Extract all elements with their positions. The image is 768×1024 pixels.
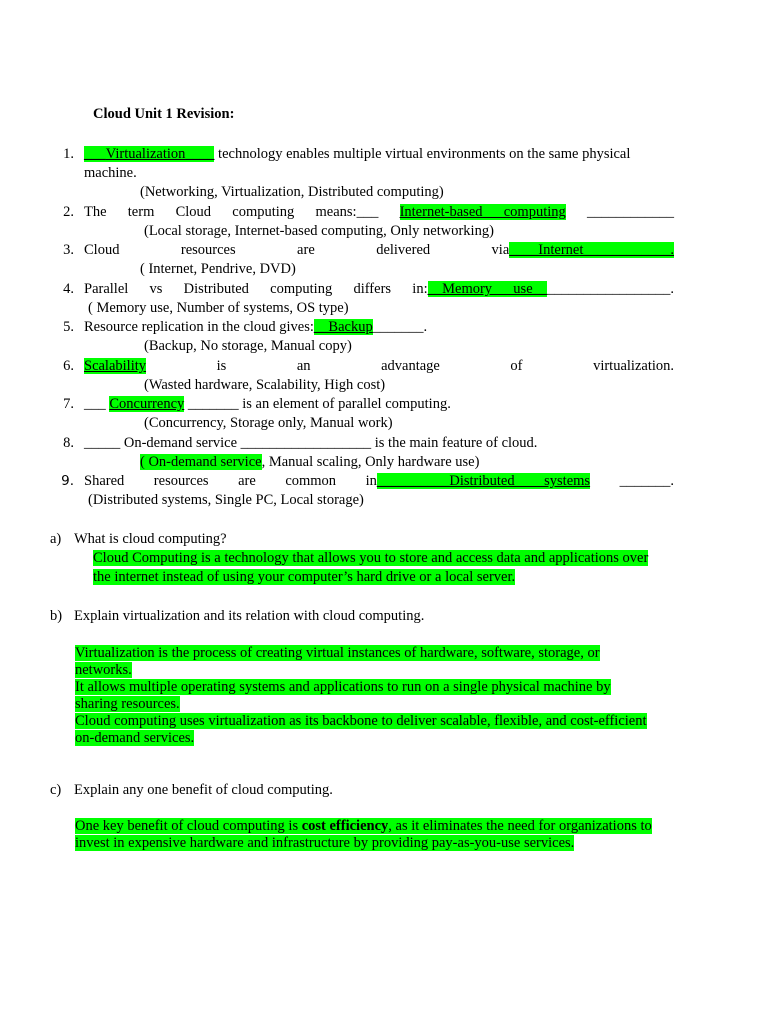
answer-highlight: ____Internet____________.: [509, 242, 674, 258]
question-2: [50, 203, 674, 222]
subquestion-b: [50, 607, 424, 626]
question-9-options: (Distributed systems, Single PC, Local storage): [88, 492, 364, 508]
question-9: [50, 472, 674, 491]
subquestion-label: a): [50, 531, 62, 547]
question-number: 6.: [63, 358, 74, 374]
question-number: 5.: [63, 319, 74, 335]
subquestion-label: c): [50, 782, 62, 798]
answer-highlight: Concurrency: [109, 396, 185, 412]
question-text: _____ On-demand service __________________ is the main feature of cloud.: [84, 435, 538, 451]
subquestion-label: b): [50, 608, 63, 624]
question-3-options: ( Internet, Pendrive, DVD): [140, 261, 296, 277]
subquestion-text: Explain any one benefit of cloud computing.: [74, 782, 333, 798]
answer-highlight: Internet-based computing: [399, 204, 566, 220]
answer-c-bold: cost efficiency: [301, 818, 389, 834]
question-7: [50, 395, 674, 414]
question-text: ___Virtualization____ technology enables multiple virtual environments on the same physical: [84, 146, 631, 162]
answer-highlight: __Backup: [313, 319, 373, 335]
question-text: Parallel vs Distributed computing differs in:__Memory use___________________.: [84, 281, 675, 297]
question-text: Resource replication in the cloud gives:__Backup_______.: [84, 319, 428, 335]
answer-highlight: Scalability: [84, 358, 147, 374]
question-text: ___ Concurrency _______ is an element of parallel computing.: [84, 396, 451, 412]
question-3: [50, 241, 674, 260]
question-8: [50, 434, 674, 453]
question-number: 4.: [63, 281, 74, 297]
answer-c: One key benefit of cloud computing is cost efficiency, as it eliminates the need for organizations to invest in expensive hardware and infrastructure by providing pay-as-you-use services.: [75, 818, 652, 851]
question-number: 2.: [63, 204, 74, 220]
question-text: The term Cloud computing means:___ Internet-based computing ____________: [84, 204, 674, 220]
question-text: Scalability is an advantage of virtualization.: [84, 358, 674, 374]
subquestion-c: [50, 781, 333, 800]
answer-highlight: ( On-demand service: [140, 454, 262, 470]
question-number: 3.: [63, 242, 74, 258]
answer-highlight: __Memory use__: [427, 281, 548, 297]
question-4: [50, 280, 674, 299]
question-1: [50, 145, 674, 164]
question-4-options: ( Memory use, Number of systems, OS type): [88, 300, 349, 316]
question-5: [50, 318, 674, 337]
subquestion-a: [50, 530, 227, 549]
question-6: [50, 357, 674, 376]
question-5-options: (Backup, No storage, Manual copy): [144, 338, 352, 354]
question-number: 8.: [63, 435, 74, 451]
question-8-options: ( On-demand service, Manual scaling, Only hardware use): [140, 454, 480, 470]
answer-b-line-1: Virtualization is the process of creating virtual instances of hardware, software, storage, or networks.: [75, 645, 600, 678]
subquestion-text: What is cloud computing?: [74, 531, 227, 547]
subquestion-text: Explain virtualization and its relation with cloud computing.: [74, 608, 425, 624]
question-2-options: (Local storage, Internet-based computing, Only networking): [144, 223, 494, 239]
answer-b: [75, 645, 655, 747]
question-text: Cloud resources are delivered via____Internet____________.: [84, 242, 674, 258]
answer-highlight: ___Virtualization____: [84, 146, 215, 162]
answer-b-line-2: It allows multiple operating systems and applications to run on a single physical machine by sharing resources.: [75, 679, 611, 712]
question-text: Shared resources are common in__________Distributed systems _______.: [84, 473, 674, 489]
answer-a: Cloud Computing is a technology that allows you to store and access data and applications over the internet instead of using your computer’s hard drive or a local server.: [93, 550, 649, 585]
question-number: 1.: [63, 146, 74, 162]
answer-highlight: __________Distributed systems: [376, 473, 591, 489]
question-6-options: (Wasted hardware, Scalability, High cost): [144, 377, 386, 393]
page-title: Cloud Unit 1 Revision:: [93, 106, 235, 122]
answer-b-line-3: Cloud computing uses virtualization as its backbone to deliver scalable, flexible, and cost-efficient on-demand services.: [75, 713, 647, 746]
question-number: 7.: [63, 396, 74, 412]
question-1-options: (Networking, Virtualization, Distributed computing): [140, 184, 444, 200]
question-1-continuation: machine.: [84, 165, 137, 181]
question-7-options: (Concurrency, Storage only, Manual work): [144, 415, 393, 431]
question-number: 9.: [61, 473, 74, 489]
